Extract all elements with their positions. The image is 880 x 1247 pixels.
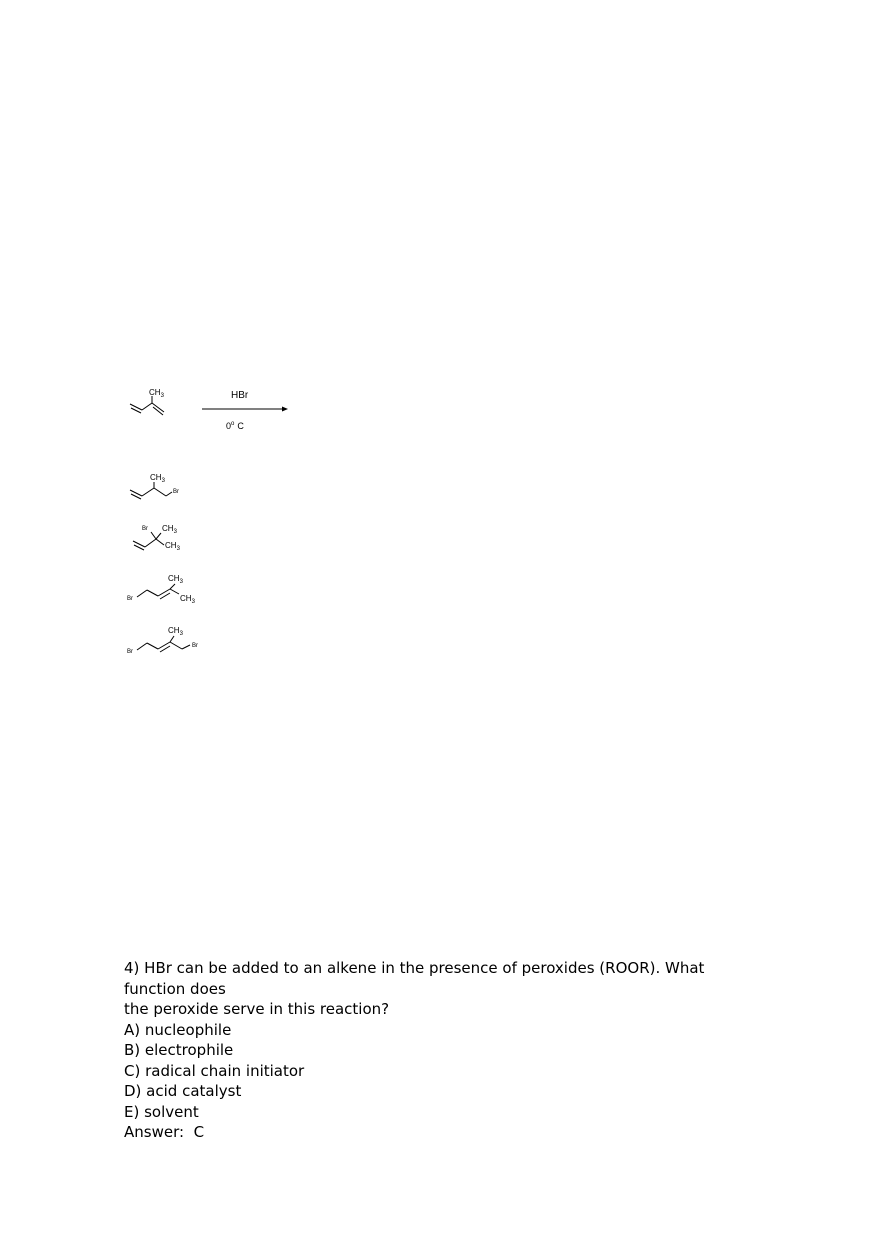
methyl-label: $CH_3$ [162, 524, 177, 535]
option-e: E) solvent [124, 1102, 199, 1121]
methyl-label: $CH_3$ [168, 626, 183, 637]
product-structure-4 [127, 626, 198, 655]
condition-label: 0$^o$ C [226, 421, 244, 431]
question-stem-line-2: the peroxide serve in this reaction? [124, 1000, 390, 1018]
product-structure-1 [130, 473, 179, 499]
question-stem-line-1: 4) HBr can be added to an alkene in the presence of peroxides (ROOR). What function does [124, 959, 710, 998]
option-d: D) acid catalyst [124, 1082, 242, 1100]
bromine-label: Br [127, 649, 133, 655]
option-b: B) electrophile [124, 1041, 234, 1059]
methyl-label: $CH_3$ [168, 574, 183, 585]
product-structure-2 [133, 524, 181, 552]
reaction-arrow [202, 390, 288, 431]
bromine-label: Br [142, 526, 148, 532]
option-c: C) radical chain initiator [124, 1061, 305, 1080]
bromine-label: Br [173, 489, 179, 495]
bromine-label: Br [127, 596, 133, 602]
question-block [124, 958, 764, 1143]
reactant-structure [130, 388, 165, 415]
methyl-label: $CH_3$ [150, 473, 165, 484]
reagent-label: HBr [231, 390, 249, 401]
option-a: A) nucleophile [124, 1020, 232, 1039]
reactant-methyl-label: $CH_3$ [149, 388, 164, 399]
product-structure-3 [127, 574, 196, 605]
bromine-label: Br [192, 643, 198, 649]
answer-line: Answer: C [124, 1123, 205, 1141]
methyl-label: $CH_3$ [165, 541, 180, 552]
methyl-label: $CH_3$ [180, 594, 195, 605]
